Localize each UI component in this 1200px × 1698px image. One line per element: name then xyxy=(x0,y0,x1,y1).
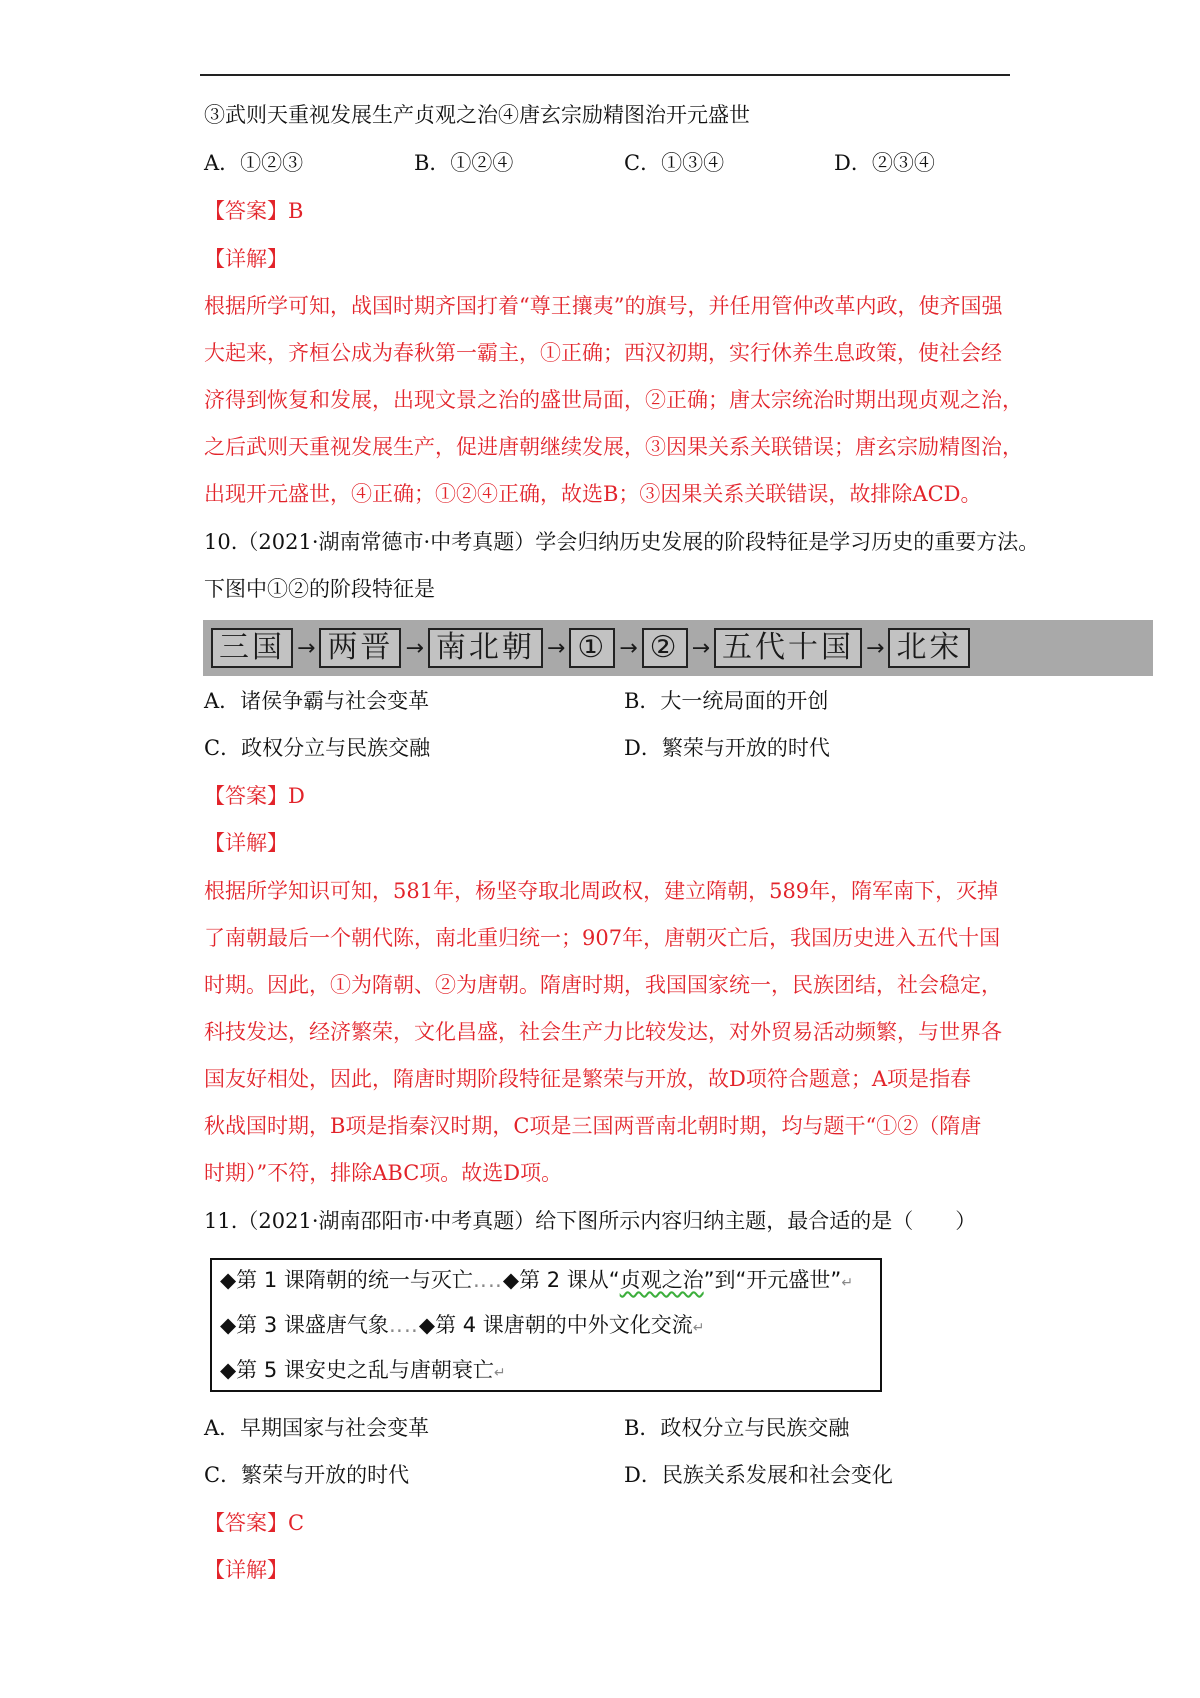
q10-option-c: C．政权分立与民族交融 xyxy=(204,736,431,760)
arrow-icon: → xyxy=(619,635,638,661)
leader-dots: ‥‥ xyxy=(388,1313,419,1337)
q11-option-a: A．早期国家与社会变革 xyxy=(204,1416,430,1440)
q10-detail-tag: 【详解】 xyxy=(204,831,288,855)
arrow-icon: → xyxy=(405,635,424,661)
lesson-list-box xyxy=(210,1258,882,1392)
lesson-item: ◆第 4 课唐朝的中外文化交流 xyxy=(418,1313,693,1337)
q9-explanation-line: 根据所学可知，战国时期齐国打着“尊王攘夷”的旗号，并任用管仲改革内政，使齐国强 xyxy=(204,294,1003,318)
answer-tag: 【答案】 xyxy=(204,199,288,223)
answer-value: D xyxy=(288,784,305,808)
answer-value: B xyxy=(288,199,304,223)
q10-explanation-line: 国友好相处，因此，隋唐时期阶段特征是繁荣与开放，故D项符合题意；A项是指春 xyxy=(204,1067,971,1091)
lesson-item: ◆第 2 课从“贞观之治”到“开元盛世” xyxy=(502,1268,842,1292)
q9-option-d: D．②③④ xyxy=(834,151,935,175)
q11-answer xyxy=(204,1509,304,1537)
timeline-image xyxy=(203,620,1153,676)
q9-option-b: B．①②④ xyxy=(414,151,514,175)
q10-stem-line: 下图中①②的阶段特征是 xyxy=(204,577,435,601)
answer-value: C xyxy=(288,1511,305,1535)
q11-stem: 11.（2021·湖南邵阳市·中考真题）给下图所示内容归纳主题，最合适的是（ ） xyxy=(204,1209,977,1233)
return-mark-icon: ↵ xyxy=(841,1275,854,1291)
q9-detail-tag: 【详解】 xyxy=(204,247,288,271)
lesson-item: ◆第 5 课安史之乱与唐朝衰亡 xyxy=(220,1358,494,1382)
arrow-icon: → xyxy=(866,635,885,661)
q10-explanation-line: 科技发达，经济繁荣，文化昌盛，社会生产力比较发达，对外贸易活动频繁，与世界各 xyxy=(204,1020,1002,1044)
q9-explanation-line: 济得到恢复和发展，出现文景之治的盛世局面，②正确；唐太宗统治时期出现贞观之治， xyxy=(204,388,1023,412)
lesson-row xyxy=(220,1311,705,1342)
timeline-period: 北宋 xyxy=(888,628,970,668)
q10-option-d: D．繁荣与开放的时代 xyxy=(624,736,830,760)
q11-option-b: B．政权分立与民族交融 xyxy=(624,1416,850,1440)
timeline-period: ① xyxy=(569,628,615,668)
q10-explanation-line: 时期）”不符，排除ABC项。故选D项。 xyxy=(204,1161,563,1185)
arrow-icon: → xyxy=(691,635,710,661)
q9-answer xyxy=(204,197,303,225)
lesson-row xyxy=(220,1266,853,1297)
q10-explanation-line: 时期。因此，①为隋朝、②为唐朝。隋唐时期，我国国家统一，民族团结，社会稳定， xyxy=(204,973,1002,997)
return-mark-icon: ↵ xyxy=(493,1365,506,1381)
q10-option-b: B．大一统局面的开创 xyxy=(624,689,829,713)
header-rule xyxy=(200,74,1010,76)
q9-option-c: C．①③④ xyxy=(624,151,725,175)
lesson-item: ◆第 3 课盛唐气象 xyxy=(220,1313,389,1337)
leader-dots: ‥‥ xyxy=(472,1268,503,1292)
q10-stem-line: 10.（2021·湖南常德市·中考真题）学会归纳历史发展的阶段特征是学习历史的重要方法。 xyxy=(204,530,1040,554)
q11-detail-tag: 【详解】 xyxy=(204,1558,288,1582)
q10-explanation-line: 了南朝最后一个朝代陈，南北重归统一；907年，唐朝灭亡后，我国历史进入五代十国 xyxy=(204,926,1001,950)
lesson-row xyxy=(220,1356,506,1387)
q9-explanation-line: 出现开元盛世，④正确；①②④正确，故选B；③因果关系关联错误，故排除ACD。 xyxy=(204,482,982,506)
q9-explanation-line: 之后武则天重视发展生产，促进唐朝继续发展，③因果关系关联错误；唐玄宗励精图治， xyxy=(204,435,1023,459)
answer-tag: 【答案】 xyxy=(204,784,288,808)
timeline-period: 三国 xyxy=(211,628,293,668)
timeline-period: 南北朝 xyxy=(428,628,543,668)
q11-option-d: D．民族关系发展和社会变化 xyxy=(624,1463,893,1487)
q9-option-a: A．①②③ xyxy=(204,151,304,175)
timeline-period: 五代十国 xyxy=(714,628,862,668)
timeline-period: 两晋 xyxy=(319,628,401,668)
lesson-item: ◆第 1 课隋朝的统一与灭亡 xyxy=(220,1268,473,1292)
q10-explanation-line: 根据所学知识可知，581年，杨坚夺取北周政权，建立隋朝，589年，隋军南下，灭掉 xyxy=(204,879,999,903)
q9-stem-tail: ③武则天重视发展生产贞观之治④唐玄宗励精图治开元盛世 xyxy=(204,103,750,127)
q10-option-a: A．诸侯争霸与社会变革 xyxy=(204,689,430,713)
timeline-period: ② xyxy=(642,628,688,668)
q10-answer xyxy=(204,782,305,810)
q10-explanation-line: 秋战国时期，B项是指秦汉时期，C项是三国两晋南北朝时期，均与题干“①②（隋唐 xyxy=(204,1114,982,1138)
q11-option-c: C．繁荣与开放的时代 xyxy=(204,1463,410,1487)
answer-tag: 【答案】 xyxy=(204,1511,288,1535)
arrow-icon: → xyxy=(297,635,316,661)
arrow-icon: → xyxy=(546,635,566,661)
return-mark-icon: ↵ xyxy=(692,1320,705,1336)
q9-explanation-line: 大起来，齐桓公成为春秋第一霸主，①正确；西汉初期，实行休养生息政策，使社会经 xyxy=(204,341,1002,365)
